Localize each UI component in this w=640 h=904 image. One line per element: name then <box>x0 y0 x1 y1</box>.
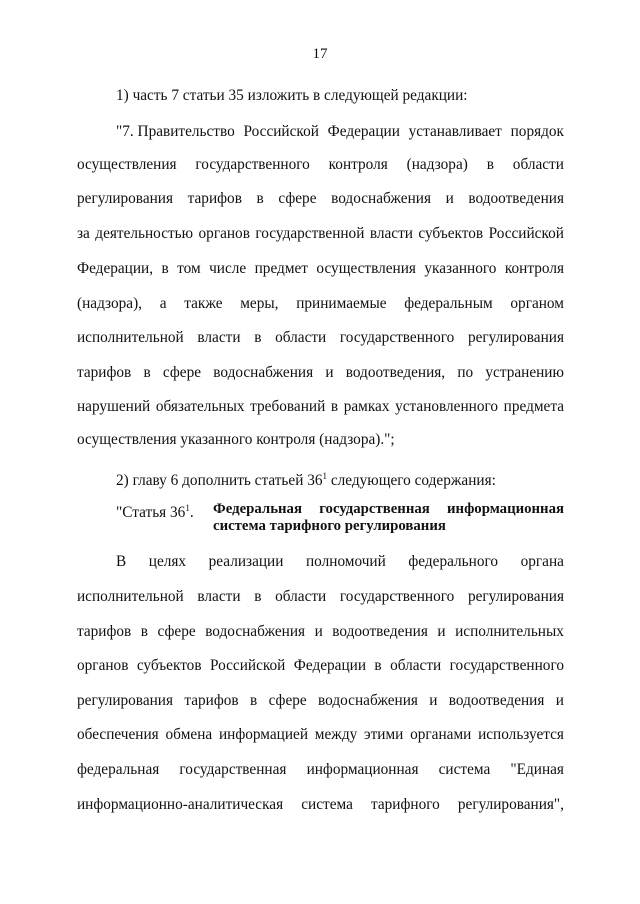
word: регулирования <box>77 692 174 709</box>
word: реализации <box>208 553 284 570</box>
word: области <box>390 657 442 674</box>
article-title <box>213 501 564 535</box>
word: и <box>437 623 446 640</box>
word: водоснабжения <box>213 364 314 381</box>
word: "7. Правительство <box>116 123 235 140</box>
word: Российской <box>209 657 286 674</box>
article-label-text: "Статья 36 <box>116 504 186 521</box>
word: в <box>140 623 149 640</box>
word: в <box>330 398 339 415</box>
word: в <box>486 156 494 173</box>
word: власти <box>197 588 241 605</box>
word: Федерации <box>327 123 400 140</box>
word: органом <box>510 295 564 312</box>
word: том <box>177 260 201 277</box>
title-word: государственная <box>319 501 430 517</box>
word: федеральным <box>404 295 493 312</box>
item-1-intro: 1) часть 7 статьи 35 изложить в следующей редакции: <box>116 87 468 104</box>
word: власти <box>197 329 241 346</box>
word: обязательных <box>155 398 245 415</box>
word: власти <box>369 225 413 242</box>
word: осуществления <box>77 156 177 173</box>
word: числе <box>209 260 247 277</box>
word: используется <box>478 726 564 743</box>
word: (надзора) <box>406 156 468 173</box>
word: сфере <box>268 692 307 709</box>
article-body-line <box>77 761 564 779</box>
word: предмета <box>503 398 564 415</box>
title-word: Федеральная <box>213 501 302 517</box>
paragraph-7-line <box>77 190 564 208</box>
word: требований <box>250 398 326 415</box>
paragraph-7-line <box>77 295 564 313</box>
word: контроля <box>328 156 388 173</box>
word: и <box>445 190 454 207</box>
word: также <box>184 295 223 312</box>
paragraph-7-line <box>77 156 564 174</box>
word: тарифов <box>77 623 132 640</box>
word: регулирования <box>467 588 564 605</box>
word: в <box>254 588 262 605</box>
article-body-line <box>77 657 564 675</box>
word: нарушений <box>77 398 151 415</box>
word: государственного <box>339 329 455 346</box>
word: устанавливает <box>408 123 502 140</box>
article-body-line <box>77 588 564 606</box>
word: информацией <box>218 726 309 743</box>
word: исполнительной <box>77 588 184 605</box>
word: в <box>250 692 258 709</box>
item-2-intro <box>116 467 496 490</box>
word: обмена <box>165 726 213 743</box>
article-body-line <box>77 726 564 744</box>
word: сфере <box>278 190 317 207</box>
word: Российской <box>488 225 564 242</box>
word: сфере <box>162 364 202 381</box>
item-2-text-end: следующего содержания: <box>327 472 496 489</box>
word: за <box>77 225 90 242</box>
article-title-line-2: система тарифного регулирования <box>213 518 446 534</box>
paragraph-7-last-line: осуществления указанного контроля (надзора)."; <box>77 431 395 448</box>
word: предмет <box>254 260 308 277</box>
word: органов <box>77 657 129 674</box>
item-2-superscript: 1 <box>322 471 328 481</box>
word: этими <box>364 726 404 743</box>
word: контроля <box>504 260 564 277</box>
word: органа <box>520 553 564 570</box>
word: и <box>314 623 323 640</box>
word: водоотведения <box>448 692 545 709</box>
article-label-dot: . <box>189 504 194 521</box>
word: федеральная <box>77 761 160 778</box>
word: исполнительной <box>77 329 184 346</box>
word: водоснабжения <box>318 692 418 709</box>
word: "Единая <box>510 761 564 778</box>
word: и <box>325 364 334 381</box>
paragraph-7-line <box>77 398 564 416</box>
word: области <box>275 588 327 605</box>
article-body-line <box>77 796 564 814</box>
word: между <box>314 726 358 743</box>
word: В <box>116 553 127 570</box>
word: Федерации <box>293 657 367 674</box>
word: государственной <box>255 225 365 242</box>
word: и <box>555 692 564 709</box>
paragraph-7-line <box>77 329 564 347</box>
word: (надзора), <box>77 295 142 312</box>
word: деятельностью <box>95 225 194 242</box>
word: в <box>256 190 264 207</box>
paragraph-7-line <box>77 364 564 382</box>
article-body-line <box>77 692 564 710</box>
word: меры, <box>240 295 279 312</box>
article-label <box>116 503 194 522</box>
word: в <box>161 260 169 277</box>
word: водоснабжения <box>205 623 306 640</box>
word: сфере <box>157 623 196 640</box>
word: регулирования <box>77 190 174 207</box>
word: водоснабжения <box>331 190 431 207</box>
word: области <box>275 329 327 346</box>
word: тарифов <box>184 692 239 709</box>
word: принимаемые <box>296 295 387 312</box>
word: федерального <box>408 553 499 570</box>
article-label-superscript: 1 <box>185 503 190 513</box>
word: в <box>143 364 151 381</box>
word: водоотведения <box>468 190 564 207</box>
word: порядок <box>510 123 564 140</box>
article-body-line <box>116 553 564 571</box>
word: органов <box>198 225 250 242</box>
word: регулирования", <box>457 796 564 813</box>
word: водоотведения <box>332 623 428 640</box>
word: указанного <box>424 260 497 277</box>
word: в <box>374 657 382 674</box>
word: устранению <box>485 364 564 381</box>
word: полномочий <box>306 553 386 570</box>
word: тарифов <box>187 190 242 207</box>
word: тарифов <box>77 364 132 381</box>
word: а <box>159 295 167 312</box>
article-body-line <box>77 623 564 641</box>
word: рамках <box>343 398 390 415</box>
word: установленного <box>395 398 499 415</box>
word: государственного <box>449 657 564 674</box>
item-2-text: 2) главу 6 дополнить статьей 36 <box>116 472 323 489</box>
word: обеспечения <box>77 726 159 743</box>
word: области <box>512 156 564 173</box>
word: органами <box>410 726 472 743</box>
word: государственного <box>339 588 455 605</box>
word: регулирования <box>467 329 564 346</box>
word: по <box>457 364 474 381</box>
word: водоотведения, <box>345 364 446 381</box>
article-title-line-1 <box>213 501 564 518</box>
word: информационная <box>306 761 419 778</box>
word: осуществления <box>316 260 416 277</box>
word: субъектов <box>418 225 484 242</box>
word: Федерации, <box>77 260 154 277</box>
word: исполнительных <box>455 623 564 640</box>
word: система <box>438 761 491 778</box>
word: и <box>429 692 438 709</box>
word: Российской <box>243 123 319 140</box>
paragraph-7-line <box>116 123 564 141</box>
word: субъектов <box>136 657 202 674</box>
title-word: информационная <box>447 501 564 517</box>
word: тарифного <box>370 796 440 813</box>
paragraph-7-line <box>77 260 564 278</box>
paragraph-7-line <box>77 225 564 243</box>
word: государственная <box>179 761 287 778</box>
word: целях <box>148 553 187 570</box>
word: система <box>301 796 353 813</box>
word: в <box>254 329 262 346</box>
word: информационно-аналитическая <box>77 796 284 813</box>
word: государственного <box>195 156 310 173</box>
page-number: 17 <box>312 46 328 62</box>
